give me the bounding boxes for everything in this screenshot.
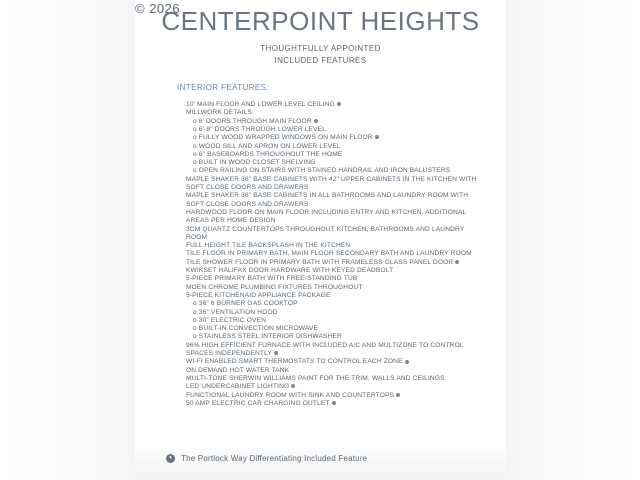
feature-text: HARDWOOD FLOOR ON MAIN FLOOR INCLUDING ENTRY AND KITCHEN, ADDITIONAL [186, 208, 467, 216]
feature-text: o WOOD SILL AND APRON ON LOWER LEVEL [193, 142, 341, 150]
feature-subitem [193, 167, 450, 175]
feature-text: ROOM [186, 233, 208, 241]
feature-text: SOFT CLOSE DOORS AND DRAWERS [186, 200, 309, 208]
feature-text: 5-PIECE KITCHENAID APPLIANCE PACKAGE [186, 291, 331, 299]
portlock-way-marker-icon [332, 401, 336, 405]
feature-item [186, 400, 336, 408]
feature-text: AREAS PER HOME DESIGN [186, 217, 276, 225]
copyright-notice: © 2026 [135, 1, 181, 16]
portlock-way-marker-icon [455, 260, 459, 264]
page-title: CENTERPOINT HEIGHTS [161, 6, 480, 36]
feature-text: o BUILT-IN CONVECTION MICROWAVE [193, 325, 319, 333]
portlock-way-marker-icon [274, 351, 278, 355]
subtitle-line-1: THOUGHTFULLY APPOINTED [260, 44, 381, 53]
portlock-way-marker-icon [337, 102, 341, 106]
footer-legend: The Portlock Way Differentiating Included Feature [181, 454, 368, 463]
feature-text: o FULLY WOOD WRAPPED WINDOWS ON MAIN FLOOR [193, 134, 373, 142]
feature-text: 50 AMP ELECTRIC CAR CHARGING OUTLET [186, 399, 330, 407]
feature-item [186, 176, 476, 184]
feature-text: KWIKSET HALIFAX DOOR HARDWARE WITH KEYED DEADBOLT [186, 267, 394, 274]
feature-item [186, 392, 400, 400]
feature-text: SPACES INDEPENDENTLY [186, 350, 272, 357]
feature-subitem [193, 134, 379, 142]
feature-text: o 30" ELECTRIC OVEN [193, 316, 266, 324]
feature-text: MILLWORK DETAILS: [186, 109, 254, 117]
feature-item [186, 350, 278, 358]
feature-subitem [193, 300, 298, 308]
portlock-way-marker-icon [396, 393, 400, 397]
feature-item [186, 101, 341, 109]
feature-item [186, 184, 309, 192]
feature-subitem [193, 325, 318, 333]
feature-item [186, 358, 409, 366]
feature-text: o BUILT IN WOOD CLOSET SHELVING [193, 159, 316, 167]
feature-item [186, 250, 472, 258]
feature-item [186, 342, 464, 350]
feature-item [186, 284, 363, 292]
feature-text: ON DEMAND HOT WATER TANK [186, 366, 290, 374]
portlock-way-marker-icon [375, 135, 379, 139]
feature-item [186, 275, 357, 283]
feature-text: 5-PIECE PRIMARY BATH WITH FREE-STANDING TUB [186, 275, 358, 283]
feature-subitem [193, 126, 326, 134]
feature-item [186, 383, 295, 391]
feature-text: MAPLE SHAKER 36" BASE CABINETS IN ALL BATHROOMS AND LAUNDRY ROOM WITH [186, 192, 469, 200]
feature-subitem [193, 143, 341, 151]
feature-text: o OPEN RAILING ON STAIRS WITH STAINED HANDRAIL AND IRON BALUSTERS [193, 167, 451, 175]
feature-text: WI-FI ENABLED SMART THERMOSTATS TO CONTROL EACH ZONE [186, 358, 403, 366]
page-margin-right [506, 0, 640, 480]
feature-text: o STAINLESS STEEL INTERIOR DISHWASHER [193, 333, 342, 341]
portlock-way-icon: ✦ [166, 454, 175, 463]
page-margin-left [0, 0, 135, 480]
portlock-way-marker-icon [314, 119, 318, 123]
feature-text: FULL HEIGHT TILE BACKSPLASH IN THE KITCHEN [186, 242, 351, 250]
feature-subitem [193, 317, 266, 325]
feature-item [186, 192, 468, 200]
feature-text: 3CM QUARTZ COUNTERTOPS THROUGHOUT KITCHEN, BATHROOMS AND LAUNDRY [186, 225, 465, 233]
feature-text: o 36" VENTILATION HOOD [193, 308, 278, 316]
feature-text: o 6" BASEBOARDS THROUGHOUT THE HOME [193, 150, 343, 158]
feature-item [186, 292, 331, 300]
feature-subitem [193, 118, 318, 126]
feature-subitem [193, 151, 342, 159]
feature-item [186, 209, 466, 217]
feature-item [186, 375, 445, 383]
feature-text: MOEN CHROME PLUMBING FIXTURES THROUGHOUT [186, 283, 363, 291]
feature-text: SOFT CLOSE DOORS AND DRAWERS [186, 184, 309, 191]
feature-item [186, 226, 464, 234]
feature-item [186, 259, 459, 267]
feature-text: o 36" 6 BURNER GAS COOKTOP [193, 300, 298, 308]
feature-item [186, 217, 276, 225]
feature-text: LED UNDERCABINET LIGHTING [186, 383, 290, 391]
feature-subitem [193, 159, 316, 167]
feature-text: FUNCTIONAL LAUNDRY ROOM WITH SINK AND COUNTERTOPS [186, 391, 395, 399]
feature-subitem [193, 333, 342, 341]
feature-text: o 6'-8" DOORS THROUGH LOWER LEVEL [193, 125, 327, 133]
feature-item [186, 109, 254, 117]
feature-item [186, 367, 289, 375]
subtitle-line-2: INCLUDED FEATURES [274, 56, 367, 65]
feature-subitem [193, 309, 278, 317]
feature-text: MULTI-TONE SHERWIN WILLIAMS PAINT FOR THE TRIM, WALLS AND CEILINGS [186, 374, 445, 382]
feature-text: TILE SHOWER FLOOR IN PRIMARY BATH WITH FRAMELESS GLASS PANEL DOOR [186, 258, 454, 266]
feature-text: 10' MAIN FLOOR AND LOWER LEVEL CEILING [186, 101, 335, 108]
feature-text: MAPLE SHAKER 36" BASE CABINETS WITH 42" UPPER CABINETS IN THE KITCHEN WITH [186, 175, 477, 183]
feature-item [186, 267, 393, 275]
portlock-way-marker-icon [405, 360, 409, 364]
portlock-way-marker-icon [291, 384, 295, 388]
feature-item [186, 242, 350, 250]
feature-item [186, 234, 207, 242]
feature-text: 96% HIGH EFFICIENT FURNACE WITH INCLUDED A/C AND MULTIZONE TO CONTROL [186, 341, 464, 349]
feature-text: TILE FLOOR IN PRIMARY BATH, MAIN FLOOR SECONDARY BATH AND LAUNDRY ROOM [186, 250, 472, 258]
section-heading: INTERIOR FEATURES: [177, 83, 269, 92]
feature-text: o 8' DOORS THROUGH MAIN FLOOR [193, 117, 312, 125]
feature-item [186, 201, 309, 209]
